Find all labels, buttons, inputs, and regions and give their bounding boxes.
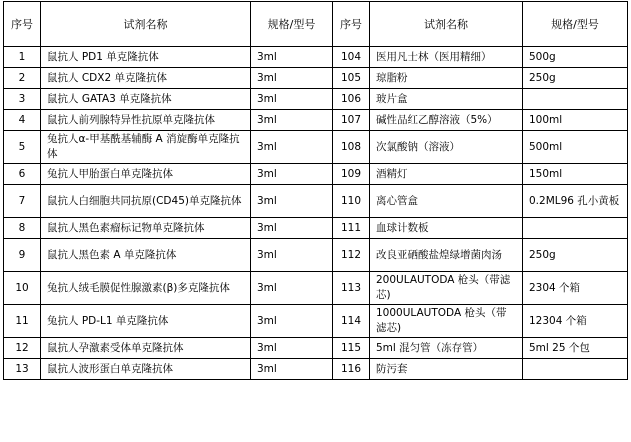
right-spec-cell: 500ml: [523, 131, 628, 164]
right-name-cell: 琼脂粉: [370, 68, 523, 89]
right-spec-cell: 250g: [523, 239, 628, 272]
table-row: [4, 89, 628, 110]
right-name-cell: 玻片盒: [370, 89, 523, 110]
left-name-cell: 兔抗人 PD-L1 单克隆抗体: [41, 305, 251, 338]
left-name-cell: 鼠抗人前列腺特异性抗原单克隆抗体: [41, 110, 251, 131]
left-name-cell: 鼠抗人黑色素瘤标记物单克隆抗体: [41, 218, 251, 239]
left-spec-cell: 3ml: [251, 89, 333, 110]
right-name-cell: 200ULAUTODA 枪头（带滤芯): [370, 272, 523, 305]
left-no-cell: 9: [4, 239, 41, 272]
header-left-no: 序号: [4, 2, 41, 47]
table-row: [4, 338, 628, 359]
right-name-cell: 血球计数板: [370, 218, 523, 239]
right-spec-cell: [523, 218, 628, 239]
table-row: [4, 272, 628, 305]
right-name-cell: 防污套: [370, 359, 523, 380]
left-name-cell: 鼠抗人白细胞共同抗原(CD45)单克隆抗体: [41, 185, 251, 218]
left-name-cell: 兔抗人甲胎蛋白单克隆抗体: [41, 164, 251, 185]
right-spec-cell: 12304 个箱: [523, 305, 628, 338]
table-header-row: [4, 2, 628, 47]
left-no-cell: 12: [4, 338, 41, 359]
right-no-cell: 109: [333, 164, 370, 185]
right-spec-cell: 0.2ML96 孔小黄板: [523, 185, 628, 218]
table-row: [4, 185, 628, 218]
right-no-cell: 107: [333, 110, 370, 131]
right-name-cell: 碱性品红乙醇溶液（5%）: [370, 110, 523, 131]
right-name-cell: 医用凡士林（医用精细）: [370, 47, 523, 68]
left-no-cell: 10: [4, 272, 41, 305]
left-name-cell: 鼠抗人黑色素 A 单克隆抗体: [41, 239, 251, 272]
table-row: [4, 110, 628, 131]
table-row: [4, 359, 628, 380]
left-no-cell: 7: [4, 185, 41, 218]
left-spec-cell: 3ml: [251, 338, 333, 359]
left-name-cell: 鼠抗人 PD1 单克隆抗体: [41, 47, 251, 68]
right-spec-cell: [523, 89, 628, 110]
left-spec-cell: 3ml: [251, 110, 333, 131]
left-no-cell: 11: [4, 305, 41, 338]
right-no-cell: 114: [333, 305, 370, 338]
left-spec-cell: 3ml: [251, 47, 333, 68]
right-no-cell: 113: [333, 272, 370, 305]
left-name-cell: 鼠抗人波形蛋白单克隆抗体: [41, 359, 251, 380]
right-name-cell: 改良亚硒酸盐煌绿增菌肉汤: [370, 239, 523, 272]
right-spec-cell: 500g: [523, 47, 628, 68]
right-name-cell: 1000ULAUTODA 枪头（带滤芯): [370, 305, 523, 338]
header-right-no: 序号: [333, 2, 370, 47]
header-right-spec: 规格/型号: [523, 2, 628, 47]
header-right-name: 试剂名称: [370, 2, 523, 47]
table-row: [4, 239, 628, 272]
right-no-cell: 105: [333, 68, 370, 89]
left-no-cell: 5: [4, 131, 41, 164]
right-spec-cell: 250g: [523, 68, 628, 89]
right-spec-cell: [523, 359, 628, 380]
left-name-cell: 鼠抗人 CDX2 单克隆抗体: [41, 68, 251, 89]
left-spec-cell: 3ml: [251, 305, 333, 338]
left-no-cell: 4: [4, 110, 41, 131]
table-row: [4, 164, 628, 185]
left-no-cell: 13: [4, 359, 41, 380]
left-name-cell: 兔抗人α-甲基酰基辅酶 A 消旋酶单克隆抗体: [41, 131, 251, 164]
left-name-cell: 兔抗人绒毛膜促性腺激素(β)多克隆抗体: [41, 272, 251, 305]
right-spec-cell: 150ml: [523, 164, 628, 185]
right-spec-cell: 2304 个箱: [523, 272, 628, 305]
left-spec-cell: 3ml: [251, 68, 333, 89]
table-row: [4, 305, 628, 338]
header-left-spec: 规格/型号: [251, 2, 333, 47]
right-name-cell: 次氯酸钠（溶液）: [370, 131, 523, 164]
table-row: [4, 47, 628, 68]
left-no-cell: 2: [4, 68, 41, 89]
reagent-table: [3, 1, 628, 380]
left-spec-cell: 3ml: [251, 185, 333, 218]
left-spec-cell: 3ml: [251, 272, 333, 305]
left-no-cell: 1: [4, 47, 41, 68]
right-spec-cell: 100ml: [523, 110, 628, 131]
left-no-cell: 8: [4, 218, 41, 239]
right-no-cell: 116: [333, 359, 370, 380]
table-row: [4, 68, 628, 89]
left-spec-cell: 3ml: [251, 131, 333, 164]
right-no-cell: 110: [333, 185, 370, 218]
left-no-cell: 6: [4, 164, 41, 185]
right-no-cell: 106: [333, 89, 370, 110]
right-no-cell: 108: [333, 131, 370, 164]
right-no-cell: 115: [333, 338, 370, 359]
left-name-cell: 鼠抗人孕激素受体单克隆抗体: [41, 338, 251, 359]
right-spec-cell: 5ml 25 个包: [523, 338, 628, 359]
table-row: [4, 131, 628, 164]
right-no-cell: 104: [333, 47, 370, 68]
right-name-cell: 酒精灯: [370, 164, 523, 185]
left-spec-cell: 3ml: [251, 218, 333, 239]
right-no-cell: 111: [333, 218, 370, 239]
table-row: [4, 218, 628, 239]
left-spec-cell: 3ml: [251, 164, 333, 185]
left-name-cell: 鼠抗人 GATA3 单克隆抗体: [41, 89, 251, 110]
right-name-cell: 离心管盒: [370, 185, 523, 218]
left-spec-cell: 3ml: [251, 239, 333, 272]
left-spec-cell: 3ml: [251, 359, 333, 380]
header-left-name: 试剂名称: [41, 2, 251, 47]
right-no-cell: 112: [333, 239, 370, 272]
right-name-cell: 5ml 混匀管（冻存管）: [370, 338, 523, 359]
left-no-cell: 3: [4, 89, 41, 110]
